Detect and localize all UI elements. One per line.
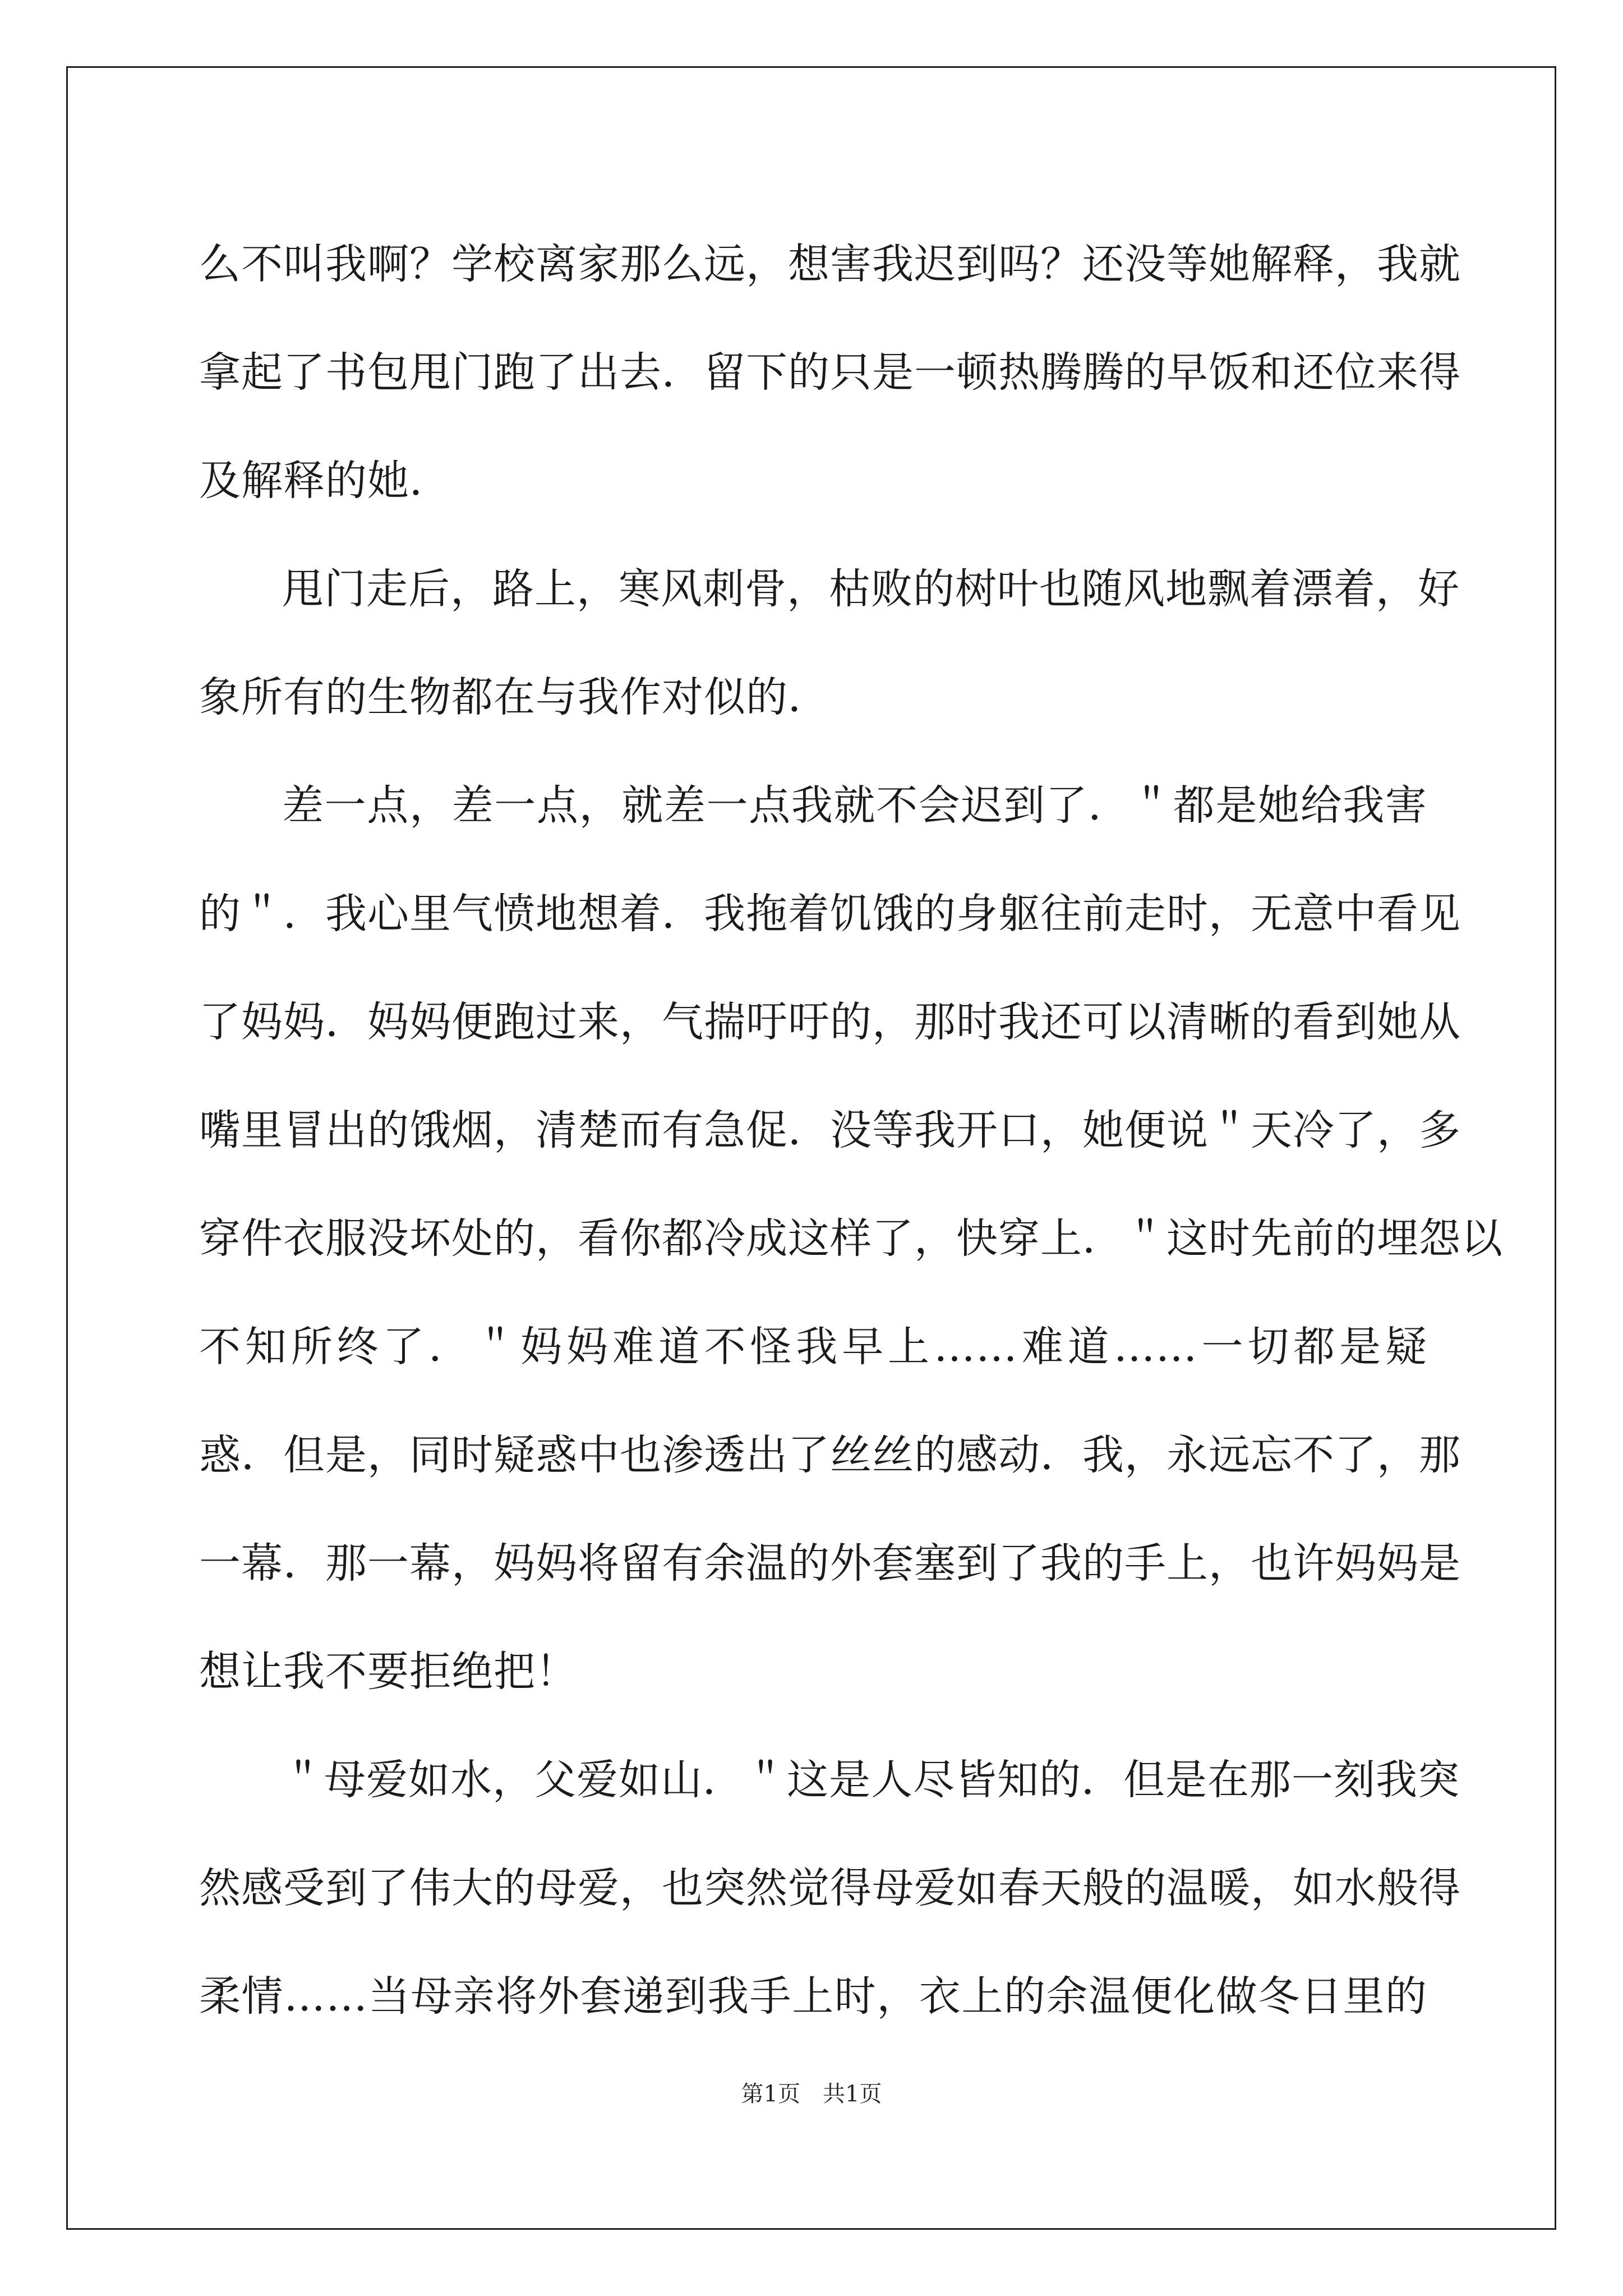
text-line: 么不叫我啊？学校离家那么远，想害我迟到吗？还没等她解释，我就: [199, 240, 1461, 288]
text-line: 柔情……当母亲将外套递到我手上时，衣上的余温便化做冬日里的: [199, 1972, 1427, 2021]
text-line: 的＂．我心里气愤地想着．我拖着饥饿的身躯往前走时，无意中看见: [199, 890, 1461, 938]
text-line: 不知所终了．＂妈妈难道不怪我早上……难道……一切都是疑: [199, 1323, 1427, 1371]
text-line: 甩门走后，路上，寒风刺骨，枯败的树叶也随风地飘着漂着，好: [282, 565, 1460, 613]
text-line: 象所有的生物都在与我作对似的．: [199, 673, 830, 721]
text-line: 想让我不要拒绝把！: [199, 1648, 578, 1696]
text-line: 了妈妈．妈妈便跑过来，气揣吁吁的，那时我还可以清晰的看到她从: [199, 998, 1461, 1046]
text-line: 穿件衣服没坏处的，看你都冷成这样了，快穿上．＂这时先前的埋怨以: [199, 1214, 1503, 1263]
text-line: 嘴里冒出的饿烟，清楚而有急促．没等我开口，她便说＂天冷了，多: [199, 1106, 1461, 1154]
text-line: 差一点，差一点，就差一点我就不会迟到了．＂都是她给我害: [282, 781, 1427, 830]
text-line: 及解释的她．: [199, 457, 451, 505]
text-line: ＂母爱如水，父爱如山．＂这是人尽皆知的．但是在那一刻我突: [282, 1756, 1460, 1804]
text-line: 然感受到了伟大的母爱，也突然觉得母爱如春天般的温暖，如水般得: [199, 1864, 1461, 1912]
text-line: 拿起了书包甩门跑了出去．留下的只是一顿热腾腾的早饭和还位来得: [199, 348, 1461, 397]
text-line: 一幕．那一幕，妈妈将留有余温的外套塞到了我的手上，也许妈妈是: [199, 1539, 1461, 1588]
text-line: 惑．但是，同时疑惑中也渗透出了丝丝的感动．我，永远忘不了，那: [199, 1431, 1461, 1479]
body-text: [199, 210, 1503, 2051]
page-footer: 第1页 共1页: [741, 2081, 882, 2107]
